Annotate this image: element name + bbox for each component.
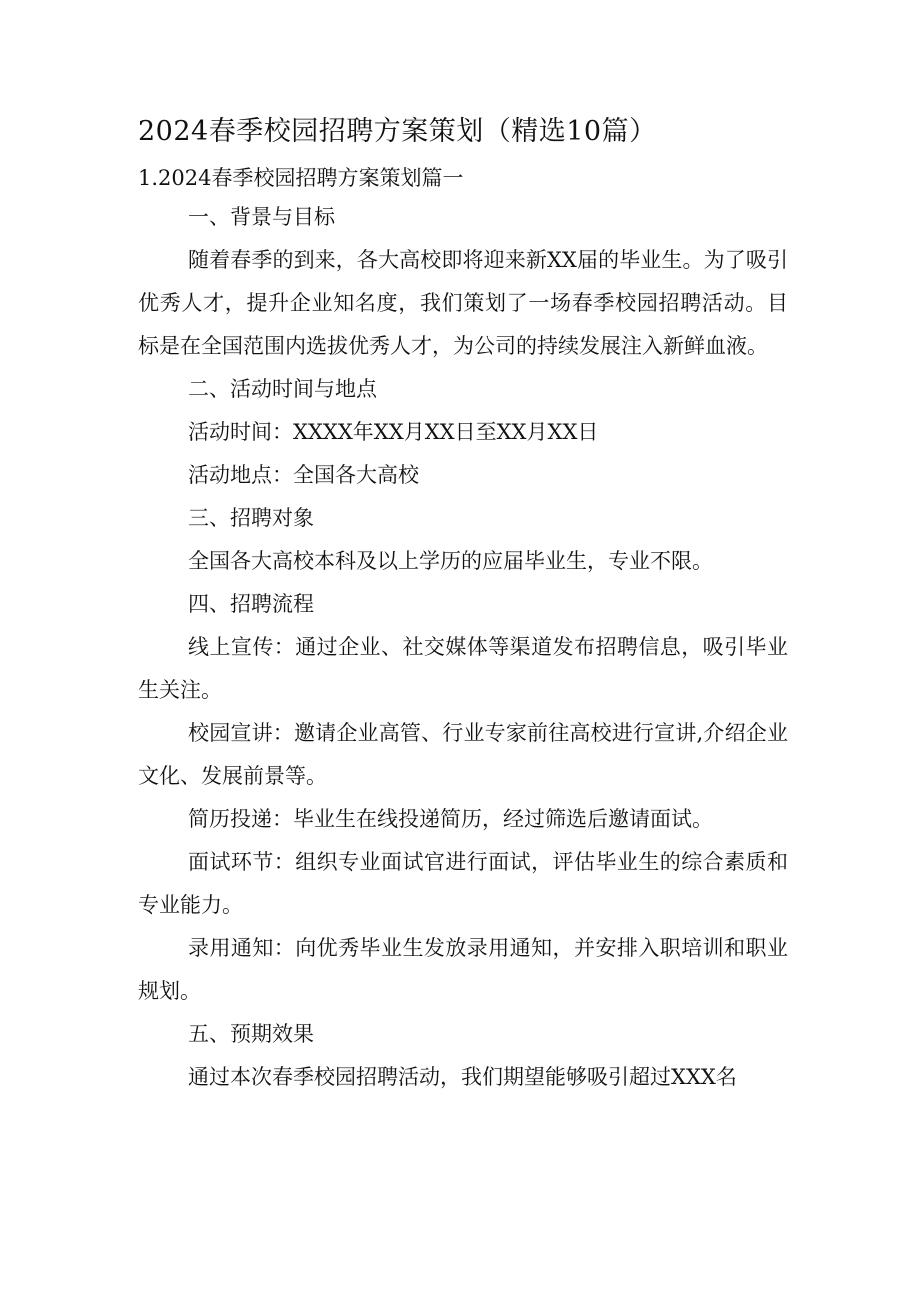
paragraph-activity-location: 活动地点：全国各大高校 <box>188 463 419 487</box>
heading-recruitment-target: 三、招聘对象 <box>188 506 314 530</box>
document-body <box>138 196 788 1099</box>
paragraph-offer-notice: 录用通知：向优秀毕业生发放录用通知，并安排入职培训和职业规划。 <box>138 936 788 1003</box>
paragraph-expected-results: 通过本次春季校园招聘活动，我们期望能够吸引超过XXX名 <box>188 1065 737 1089</box>
paragraph-online-promotion: 线上宣传：通过企业、社交媒体等渠道发布招聘信息，吸引毕业生关注。 <box>138 635 788 702</box>
section-title: 1.2024春季校园招聘方案策划篇一 <box>138 166 464 190</box>
heading-expected-results: 五、预期效果 <box>188 1022 314 1046</box>
document-title: 2024春季校园招聘方案策划（精选10篇） <box>138 116 657 147</box>
heading-background-goals: 一、背景与目标 <box>188 205 335 229</box>
paragraph-interview: 面试环节：组织专业面试官进行面试，评估毕业生的综合素质和专业能力。 <box>138 850 788 917</box>
paragraph-recruitment-target: 全国各大高校本科及以上学历的应届毕业生，专业不限。 <box>188 549 713 573</box>
paragraph-resume-submission: 简历投递：毕业生在线投递简历，经过筛选后邀请面试。 <box>188 807 713 831</box>
paragraph-activity-time: 活动时间：XXXX年XX月XX日至XX月XX日 <box>188 420 599 444</box>
heading-time-location: 二、活动时间与地点 <box>188 377 377 401</box>
heading-recruitment-process: 四、招聘流程 <box>188 592 314 616</box>
paragraph-campus-presentation: 校园宣讲：邀请企业高管、行业专家前往高校进行宣讲,介绍企业文化、发展前景等。 <box>138 721 788 788</box>
paragraph-background: 随着春季的到来，各大高校即将迎来新XX届的毕业生。为了吸引优秀人才，提升企业知名度，我们策划了一场春季校园招聘活动。目标是在全国范围内选拔优秀人才，为公司的持续发展注入新鲜血液。 <box>138 248 788 358</box>
